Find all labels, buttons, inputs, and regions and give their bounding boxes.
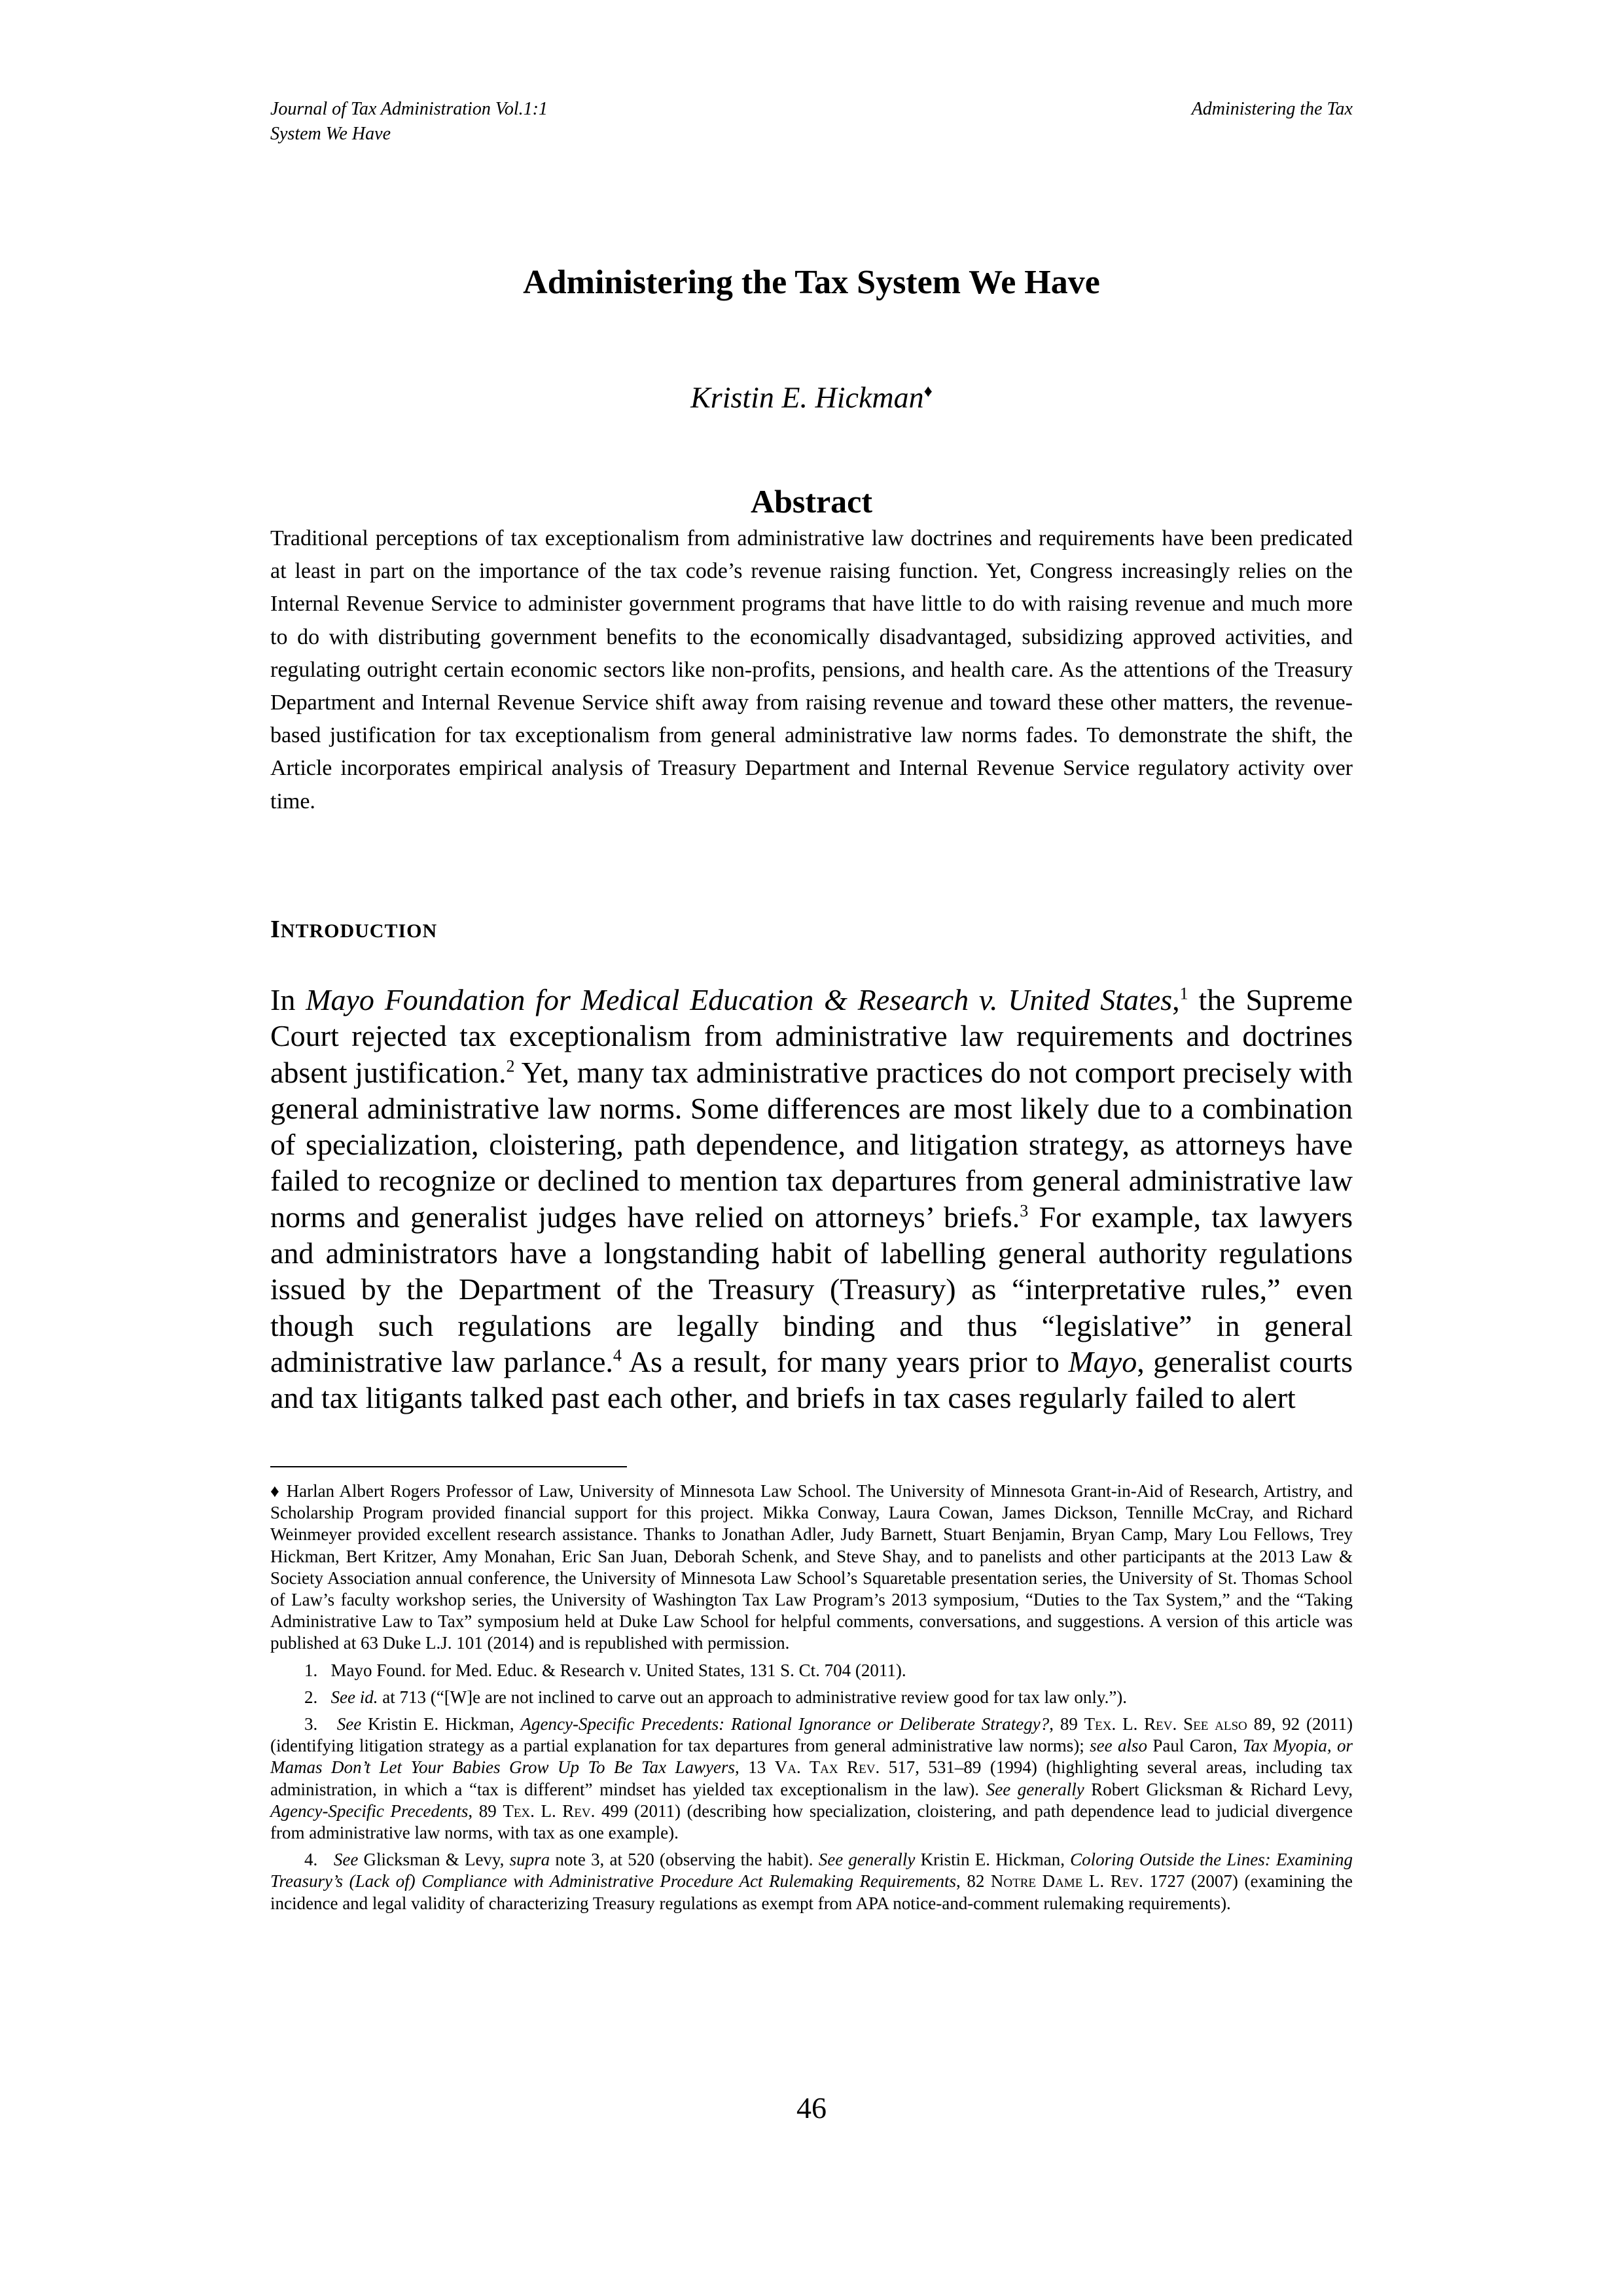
journal-name: Va. Tax Rev.	[774, 1757, 880, 1778]
footnote-3-number: 3.	[304, 1714, 318, 1734]
journal-name: Tex. L. Rev. See also	[1084, 1714, 1247, 1734]
abstract-heading: Abstract	[750, 483, 873, 520]
footnote-ref-3[interactable]: 3	[1020, 1201, 1029, 1221]
running-head-left	[270, 97, 548, 147]
footnote-2-number: 2.	[304, 1687, 318, 1707]
footnote-text-run: 89, 92 (2011) (identifying litigation strategy as a partial explanation for tax departures from general administrative law norms);	[270, 1714, 1353, 1756]
footnote-1-number: 1.	[304, 1660, 318, 1680]
footnote-text-run: 1727 (2007) (examining the incidence and legal validity of characterizing Treasury regulations as exempt from APA notice-and-comment rulemaking requirements).	[270, 1871, 1353, 1913]
footnote-ref-2[interactable]: 2	[506, 1056, 515, 1076]
journal-name: Tex. L. Rev.	[503, 1801, 596, 1821]
footnote-1	[270, 1660, 1353, 1681]
footnote-author-text: Harlan Albert Rogers Professor of Law, University of Minnesota Law School. The University of Minnesota Grant-in-Aid of Research, Artistry, and Scholarship Program provided financial support for this project. Mikka Conway, Laura Cowan, James Dickson, Tennille McCray, and Richard Weinmeyer provided excellent research assistance. Thanks to Jonathan Adler, Judy Barnett, Stuart Benjamin, Bryan Camp, Mary Lou Fellows, Trey Hickman, Bert Kritzer, Amy Monahan, Eric San Juan, Deborah Schenk, and Steve Shay, and to panelists and other participants at the 2013 Law & Society Association annual conference, the University of Minnesota Law School’s Squaretable presentation series, the University of St. Thomas School of Law’s faculty workshop series, the University of Washington Tax Law Program’s 2013 symposium, “Duties to the Tax System,” and the “Taking Administrative Law to Tax” symposium held at Duke Law School for helpful comments, conversations, and suggestions. A version of this article was published at 63 Duke L.J. 101 (2014) and is republished with permission.	[270, 1481, 1353, 1653]
body-text-run: In	[270, 983, 306, 1016]
citation-title: Agency-Specific Precedents	[270, 1801, 469, 1821]
body-text-run: , generalist courts and tax litigants talked past each other, and briefs in tax cases regularly failed to alert	[270, 1344, 1353, 1415]
case-name-mayo-foundation: Mayo Foundation for Medical Education & Research v. United States	[306, 983, 1173, 1016]
footnote-text-run: , 89	[468, 1801, 503, 1821]
citation-title: Agency-Specific Precedents: Rational Ignorance or Deliberate Strategy?	[520, 1714, 1050, 1734]
footnote-text-run: Kristin E. Hickman,	[361, 1714, 521, 1734]
body-text-run: the Supreme Court rejected tax exceptionalism from administrative law requirements and doctrines absent justification.	[270, 983, 1353, 1089]
footnote-text-run: 499 (2011) (describing how specialization, cloistering, and path dependence lead to judicial divergence from administrative law norms, with tax as one example).	[270, 1801, 1353, 1843]
introduction-heading	[270, 913, 437, 948]
citation-title: Coloring Outside the Lines: Examining Treasury’s (Lack of) Compliance with Administrative Procedure Act Rulemaking Requirements	[270, 1850, 1353, 1892]
author-name: Kristin E. Hickman	[690, 380, 924, 414]
running-head-journal: Journal of Tax Administration Vol.1:1	[270, 99, 548, 119]
footnote-text-run: Paul Caron,	[1147, 1736, 1243, 1756]
footnote-1-text: Mayo Found. for Med. Educ. & Research v. United States, 131 S. Ct. 704 (2011).	[330, 1660, 906, 1680]
footnote-text-run: , 82	[956, 1871, 991, 1892]
signal-see-id: See id.	[330, 1687, 378, 1707]
signal-see-also: see also	[1090, 1736, 1147, 1756]
signal-supra: supra	[509, 1850, 550, 1870]
signal-see: See	[333, 1850, 359, 1870]
footnote-2-text: at 713 (“[W]e are not inclined to carve out an approach to administrative review good for tax law only.”).	[378, 1687, 1128, 1707]
body-text-run: For example, tax lawyers and administrators have a longstanding habit of labelling general authority regulations issued by the Department of the Treasury (Treasury) as “interpretative rules,” even though such regulations are legally binding and thus “legislative” in general administrative law parlance.	[270, 1200, 1353, 1378]
introduction-heading-rest: NTRODUCTION	[280, 920, 438, 942]
body-text-run: Yet, many tax administrative practices do not comport precisely with general administrative law norms. Some differences are most likely due to a combination of specialization, cloistering, path dependence, and litigation strategy, as attorneys have failed to recognize or declined to mention tax departures from general administrative law norms and generalist judges have relied on attorneys’ briefs.	[270, 1055, 1353, 1234]
footnote-author-mark: ♦	[270, 1481, 281, 1501]
footnote-text-run: Robert Glicksman & Richard Levy,	[1084, 1779, 1353, 1799]
footnote-separator	[270, 1466, 627, 1467]
footnotes	[270, 1480, 1353, 1914]
footnote-4-number: 4.	[304, 1850, 318, 1870]
footnote-text-run: Glicksman & Levy,	[358, 1850, 510, 1870]
body-text-run: ,	[1172, 983, 1180, 1016]
footnote-text-run: 517, 531–89 (1994) (highlighting several areas, including tax administration, in which a “tax is different” mindset has yielded tax exceptionalism in the law).	[270, 1757, 1353, 1799]
page-number: 46	[796, 2091, 827, 2125]
signal-see-generally: See generally	[818, 1850, 916, 1870]
footnote-ref-1[interactable]: 1	[1179, 984, 1188, 1003]
footnote-3	[270, 1713, 1353, 1844]
article-title: Administering the Tax System We Have	[523, 264, 1100, 301]
footnote-text-run: , 13	[734, 1757, 775, 1778]
abstract-text: Traditional perceptions of tax exceptionalism from administrative law doctrines and requirements have been predicated at least in part on the importance of the tax code’s revenue raising function. Yet, Congress increasingly relies on the Internal Revenue Service to administer government programs that have little to do with raising revenue and much more to do with distributing government benefits to the economically disadvantaged, subsidizing approved activities, and regulating outright certain economic sectors like non-profits, pensions, and health care. As the attentions of the Treasury Department and Internal Revenue Service shift away from raising revenue and toward these other matters, the revenue-based justification for tax exceptionalism from general administrative law norms fades. To demonstrate the shift, the Article incorporates empirical analysis of Treasury Department and Internal Revenue Service regulatory activity over time.	[270, 526, 1353, 814]
footnote-2	[270, 1687, 1353, 1708]
journal-name: Notre Dame L. Rev.	[990, 1871, 1143, 1892]
author-line	[270, 372, 1353, 417]
footnote-text-run: note 3, at 520 (observing the habit).	[550, 1850, 819, 1870]
running-head-right: Administering the Tax	[1191, 99, 1353, 119]
body-text-run: As a result, for many years prior to	[621, 1344, 1069, 1378]
signal-see: See	[336, 1714, 362, 1734]
case-name-mayo: Mayo	[1068, 1344, 1137, 1378]
author-footnote-mark[interactable]: ♦	[923, 382, 933, 401]
footnote-text-run: Kristin E. Hickman,	[915, 1850, 1071, 1870]
footnote-text-run: , 89	[1049, 1714, 1084, 1734]
introduction-heading-initial: I	[270, 916, 281, 943]
signal-see-generally: See generally	[986, 1779, 1084, 1799]
citation-title: Tax Myopia, or Mamas Don’t Let Your Babies Grow Up To Be Tax Lawyers	[270, 1736, 1353, 1778]
running-head-title-continued: System We Have	[270, 124, 391, 144]
footnote-4	[270, 1849, 1353, 1914]
footnote-ref-4[interactable]: 4	[613, 1346, 622, 1365]
footnote-author	[270, 1480, 1353, 1655]
introduction-paragraph	[270, 982, 1353, 1416]
